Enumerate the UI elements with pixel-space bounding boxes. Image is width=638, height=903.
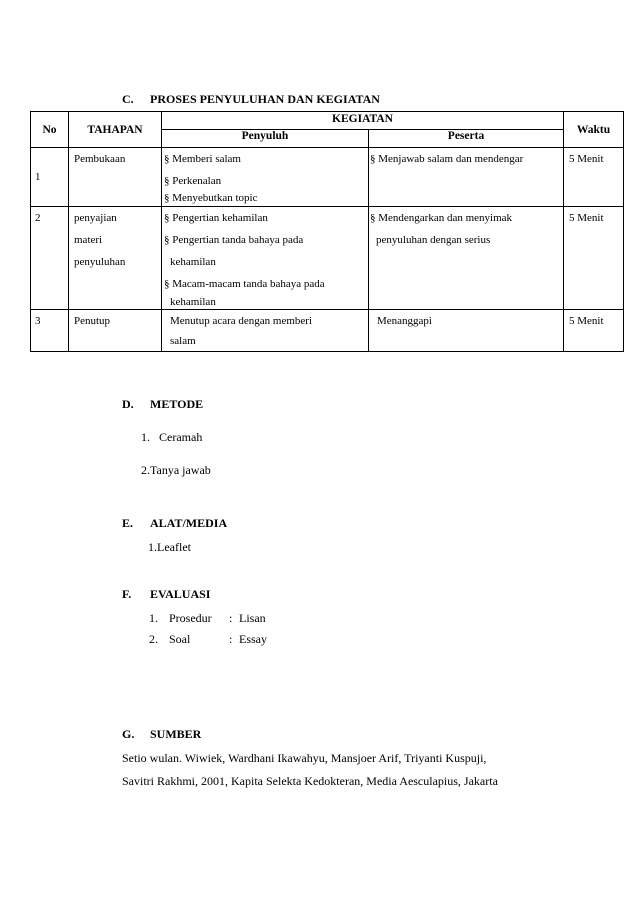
- row-2-tahapan-line-1: penyajian: [74, 212, 117, 224]
- evaluasi-item-2: [149, 632, 267, 647]
- section-f-letter: F.: [122, 587, 132, 601]
- section-f-heading: [122, 587, 210, 602]
- row-2-waktu: [564, 207, 624, 310]
- section-d-letter: D.: [122, 397, 134, 411]
- section-c-title: PROSES PENYULUHAN DAN KEGIATAN: [150, 92, 380, 106]
- table-row: [31, 207, 624, 310]
- row-1-waktu: [564, 148, 624, 207]
- row-2-tahapan-line-3: penyuluhan: [74, 256, 126, 268]
- row-1-penyuluh-line-2: § Perkenalan: [164, 175, 222, 187]
- header-penyuluh: Penyuluh: [162, 130, 369, 148]
- row-2-no-value: 2: [35, 212, 41, 224]
- activity-table: [30, 111, 624, 352]
- row-3-no-value: 3: [35, 315, 41, 327]
- row-2-penyuluh: [162, 207, 369, 310]
- header-no: No: [31, 112, 69, 148]
- evaluasi-item-2-num: 2.: [149, 632, 158, 646]
- evaluasi-item-1-num: 1.: [149, 611, 158, 625]
- table-row: [31, 310, 624, 352]
- row-1-peserta-line: § Menjawab salam dan mendengar: [370, 153, 524, 165]
- row-1-peserta: [369, 148, 564, 207]
- evaluasi-item-1: [149, 611, 266, 626]
- alat-item-1: 1.Leaflet: [148, 540, 191, 554]
- row-3-tahapan: [69, 310, 162, 352]
- section-d-heading: [122, 397, 203, 412]
- row-1-tahapan-line: Pembukaan: [74, 153, 126, 165]
- row-3-waktu-value: 5 Menit: [569, 315, 604, 327]
- row-1-tahapan: [69, 148, 162, 207]
- row-1-waktu-value: 5 Menit: [569, 153, 604, 165]
- row-3-no: [31, 310, 69, 352]
- row-2-penyuluh-line-1: § Pengertian kehamilan: [164, 212, 268, 224]
- row-2-penyuluh-line-5: kehamilan: [170, 296, 216, 308]
- evaluasi-item-2-value: Essay: [239, 632, 267, 646]
- header-waktu: Waktu: [564, 112, 624, 148]
- section-d-title: METODE: [150, 397, 204, 411]
- row-3-waktu: [564, 310, 624, 352]
- section-g-letter: G.: [122, 727, 135, 741]
- table-row: [31, 148, 624, 207]
- row-1-no: 1: [35, 171, 41, 183]
- evaluasi-item-2-sep: :: [229, 632, 233, 646]
- section-e-heading: [122, 516, 227, 531]
- row-2-peserta: [369, 207, 564, 310]
- header-peserta: Peserta: [369, 130, 564, 148]
- row-3-penyuluh: [162, 310, 369, 352]
- section-e-letter: E.: [122, 516, 134, 530]
- row-2-penyuluh-line-3: kehamilan: [170, 256, 216, 268]
- section-c-heading: [122, 92, 380, 107]
- row-3-peserta-line: Menanggapi: [377, 315, 432, 327]
- evaluasi-item-1-label: Prosedur: [169, 611, 212, 625]
- evaluasi-item-2-label: Soal: [169, 632, 191, 646]
- sumber-line-2: Savitri Rakhmi, 2001, Kapita Selekta Kedokteran, Media Aesculapius, Jakarta: [122, 774, 498, 788]
- row-2-peserta-line-1: § Mendengarkan dan menyimak: [370, 212, 513, 224]
- row-3-peserta: [369, 310, 564, 352]
- header-kegiatan: KEGIATAN: [162, 112, 564, 130]
- row-2-no: [31, 207, 69, 310]
- section-e-title: ALAT/MEDIA: [150, 516, 228, 530]
- evaluasi-item-1-sep: :: [229, 611, 233, 625]
- section-c-letter: C.: [122, 92, 134, 106]
- metode-item-2: 2.Tanya jawab: [141, 463, 211, 477]
- row-2-tahapan-line-2: materi: [74, 234, 103, 246]
- section-g-heading: [122, 727, 201, 742]
- row-2-penyuluh-line-2: § Pengertian tanda bahaya pada: [164, 234, 304, 246]
- row-1-penyuluh: [162, 148, 369, 207]
- section-f-title: EVALUASI: [150, 587, 211, 601]
- section-g-title: SUMBER: [150, 727, 202, 741]
- row-1-penyuluh-line-1: § Memberi salam: [164, 153, 241, 165]
- row-2-tahapan: [69, 207, 162, 310]
- metode-item-1: 1. Ceramah: [141, 430, 203, 444]
- header-tahapan: TAHAPAN: [69, 112, 162, 148]
- evaluasi-item-1-value: Lisan: [239, 611, 266, 625]
- row-1-no-cell: [31, 148, 69, 207]
- row-2-penyuluh-line-4: § Macam-macam tanda bahaya pada: [164, 278, 325, 290]
- row-2-peserta-line-2: penyuluhan dengan serius: [376, 234, 491, 246]
- row-3-penyuluh-line-1: Menutup acara dengan memberi: [170, 315, 313, 327]
- row-3-tahapan-line: Penutup: [74, 315, 111, 327]
- row-3-penyuluh-line-2: salam: [170, 335, 196, 347]
- row-1-penyuluh-line-3: § Menyebutkan topic: [164, 192, 258, 204]
- sumber-line-1: Setio wulan. Wiwiek, Wardhani Ikawahyu, Mansjoer Arif, Triyanti Kuspuji,: [122, 751, 487, 765]
- row-2-waktu-value: 5 Menit: [569, 212, 604, 224]
